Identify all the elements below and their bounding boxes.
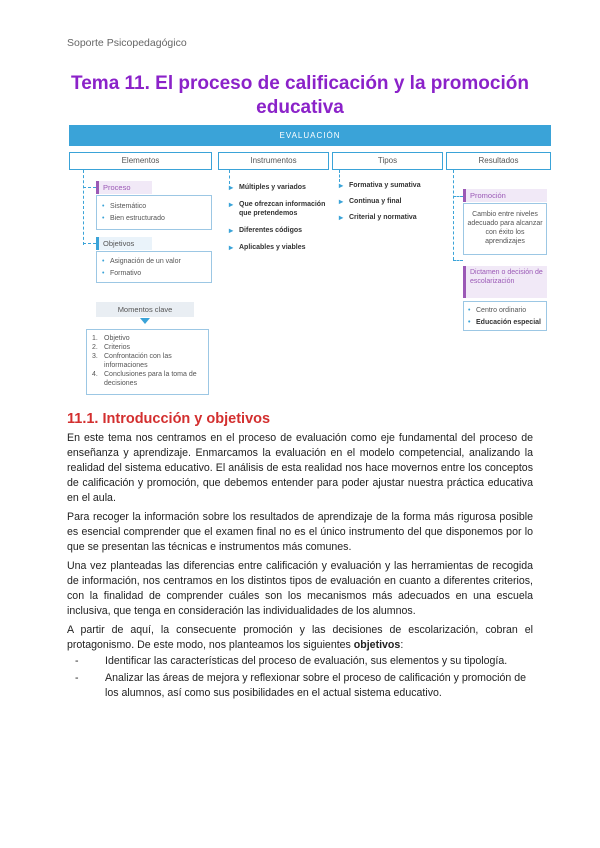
objectives-list	[67, 654, 533, 701]
instrumento-item: ▸ Múltiples y variados	[229, 183, 329, 192]
proceso-label: Proceso	[96, 181, 152, 194]
connector-line	[453, 196, 463, 197]
proceso-item: • Bien estructurado	[101, 214, 207, 223]
connector-line	[83, 187, 96, 188]
connector-line	[453, 260, 463, 261]
paragraph: En este tema nos centramos en el proceso de evaluación como eje fundamental del proceso de enseñanza y aprendizaje. Enmarcamos la evaluación en el modelo competencial, analizando la realidad del sistema educativo. El análisis de esta realidad nos hace movernos entre los conceptos de calificación y promoción, que debemos entender para poder ajustar nuestra práctica educativa en el aula.	[67, 432, 533, 504]
momento-item: 3. Confrontación con las informaciones	[92, 353, 172, 369]
decision-item: • Educación especial	[467, 318, 544, 327]
page-header: Soporte Psicopedagógico	[67, 37, 187, 49]
connector-line	[83, 243, 96, 244]
objective-item: - Analizar las áreas de mejora y reflexionar sobre el proceso de calificación y promoción de los alumnos, así como sus posibilidades en el actual sistema educativo.	[75, 672, 527, 699]
decision-item: • Centro ordinario	[467, 306, 544, 315]
objetivos-item: • Formativo	[101, 269, 207, 278]
paragraph: Para recoger la información sobre los resultados de aprendizaje de la forma más rigurosa posible es esencial comprender que el examen final no es el único instrumento del que disponemos por lo que se presentan las técnicas e instrumentos más comunes.	[67, 511, 533, 553]
momentos-label: Momentos clave	[96, 302, 194, 317]
category-instrumentos: Instrumentos	[218, 152, 329, 170]
evaluation-diagram	[69, 125, 551, 397]
page-title: Tema 11. El proceso de calificación y la promoción educativa	[71, 73, 529, 118]
momento-item: 2. Criterios	[92, 344, 131, 351]
section-body	[67, 431, 533, 703]
decision-label: Dictamen o decisión de escolarización	[463, 266, 547, 298]
proceso-box	[96, 195, 212, 230]
instrumento-item: ▸ Aplicables y viables	[229, 243, 329, 252]
connector-line	[83, 170, 84, 245]
promocion-box: Cambio entre niveles adecuado para alcanzar con éxito los aprendizajes	[463, 203, 547, 255]
tipo-item: ▸ Formativa y sumativa	[339, 181, 443, 190]
momento-item: 1. Objetivo	[92, 335, 130, 342]
promocion-label: Promoción	[463, 189, 547, 202]
connector-line	[453, 170, 454, 260]
category-elementos: Elementos	[69, 152, 212, 170]
instrumentos-list	[229, 183, 329, 252]
instrumento-item: ▸ Que ofrezcan información que pretendemos	[229, 200, 329, 218]
objetivos-item: • Asignación de un valor	[101, 257, 207, 266]
diagram-banner: EVALUACIÓN	[69, 125, 551, 146]
momento-item: 4. Conclusiones para la toma de decisiones	[92, 371, 197, 387]
category-tipos: Tipos	[332, 152, 443, 170]
tipo-item: ▸ Continua y final	[339, 197, 443, 206]
section-heading: 11.1. Introducción y objetivos	[67, 411, 271, 427]
down-arrow-icon	[140, 318, 150, 324]
proceso-item: • Sistemático	[101, 202, 207, 211]
momentos-box	[86, 329, 209, 395]
paragraph: Una vez planteadas las diferencias entre calificación y evaluación y las herramientas de recogida de información, nos centramos en los distintos tipos de evaluación en cuanto a diferentes criterios, con la finalidad de comprender cuáles son los mecanismos más adecuados en una escuela inclusiva, que tenga en consideración las individualidades de los alumnos.	[67, 560, 533, 617]
decision-box	[463, 301, 547, 331]
connector-line	[229, 170, 230, 184]
objetivos-box	[96, 251, 212, 283]
objetivos-label: Objetivos	[96, 237, 152, 250]
tipo-item: ▸ Criterial y normativa	[339, 213, 443, 222]
instrumento-item: ▸ Diferentes códigos	[229, 226, 329, 235]
paragraph-objectives-intro: A partir de aquí, la consecuente promoción y las decisiones de escolarización, cobran el protagonismo. De este modo, nos planteamos los siguientes objetivos:	[67, 624, 533, 651]
category-resultados: Resultados	[446, 152, 551, 170]
objective-item: - Identificar las características del proceso de evaluación, sus elementos y su tipología.	[75, 655, 508, 667]
tipos-list	[339, 181, 443, 222]
